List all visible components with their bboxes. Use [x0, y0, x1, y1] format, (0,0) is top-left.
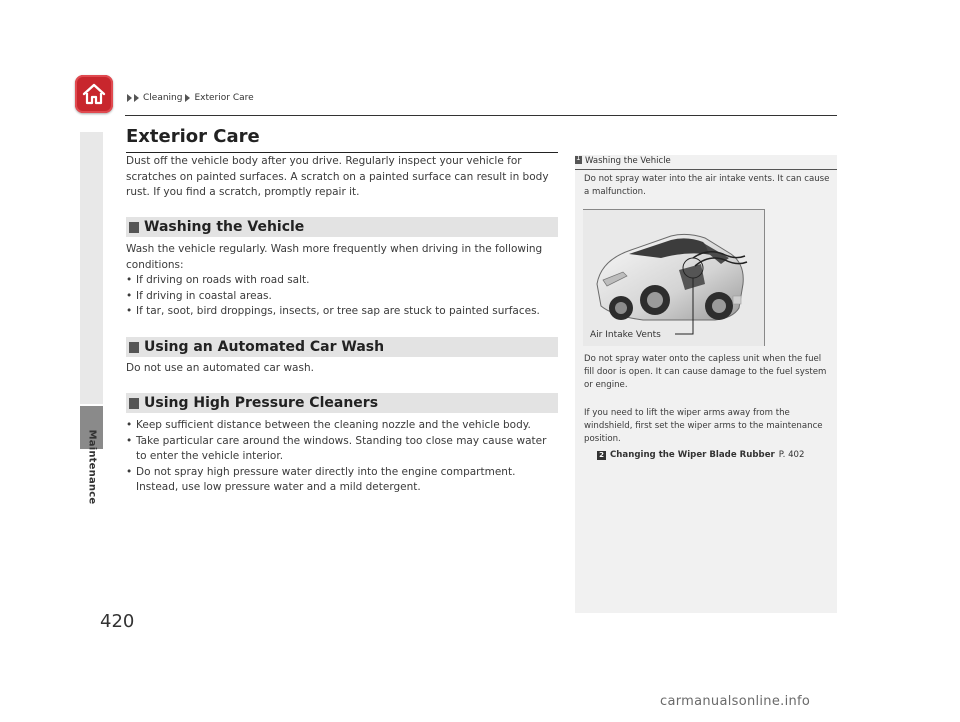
subheading-washing-text: Washing the Vehicle [144, 219, 305, 235]
car-illustration [583, 209, 765, 346]
section-title: Exterior Care [126, 126, 260, 147]
note-divider [575, 169, 837, 170]
breadcrumb-item-exterior-care[interactable]: Exterior Care [194, 93, 254, 103]
home-button[interactable] [75, 75, 113, 113]
breadcrumb [127, 93, 257, 103]
note-paragraph-intake: Do not spray water into the air intake vents. It can cause a malfunction. [584, 174, 830, 197]
note-paragraph-wiper: If you need to lift the wiper arms away from the windshield, first set the wiper arms to the maintenance position. [584, 408, 823, 444]
subheading-car-wash-text: Using an Automated Car Wash [144, 339, 385, 355]
watermark: carmanualsonline.info [660, 694, 811, 709]
subheading-car-wash [126, 337, 558, 357]
page-number: 420 [100, 611, 135, 632]
car-image [583, 210, 764, 346]
intro-paragraph: Dust off the vehicle body after you drive. Regularly inspect your vehicle for scratches on painted surfaces. A scratch on a painted surface can result in body rust. If you find a scratch, promptly repair it. [126, 155, 549, 198]
list-item: • If driving on roads with road salt. [126, 273, 560, 289]
subheading-pressure-text: Using High Pressure Cleaners [144, 395, 379, 411]
list-item: • If tar, soot, bird droppings, insects, or tree sap are stuck to painted surfaces. [126, 304, 560, 320]
side-tab-label: Maintenance [86, 429, 98, 505]
heading-square-icon [129, 398, 139, 409]
list-item: • Keep sufficient distance between the cleaning nozzle and the vehicle body. [126, 418, 560, 434]
note-paragraph-capless: Do not spray water onto the capless unit when the fuel fill door is open. It can cause damage to the fuel system or engine. [584, 354, 827, 390]
breadcrumb-item-cleaning[interactable]: Cleaning [143, 93, 183, 103]
xref-title[interactable]: Changing the Wiper Blade Rubber [610, 450, 775, 460]
washing-intro: Wash the vehicle regularly. Wash more frequently when driving in the following conditions: [126, 243, 543, 271]
breadcrumb-arrow-icon [134, 94, 139, 102]
pressure-guidance-list [126, 418, 560, 496]
subheading-washing [126, 217, 558, 237]
breadcrumb-arrow-icon [127, 94, 132, 102]
title-divider [126, 152, 558, 153]
xref-arrow-icon: 2 [597, 451, 606, 460]
heading-square-icon [129, 222, 139, 233]
list-item: • Take particular care around the windows. Standing too close may cause water to enter the vehicle interior. [126, 434, 560, 465]
note-heading: Washing the Vehicle [585, 156, 671, 166]
list-item: • Do not spray high pressure water directly into the engine compartment. Instead, use low pressure water and a mild detergent. [126, 465, 560, 496]
cross-reference-link[interactable] [597, 450, 804, 460]
xref-page: P. 402 [778, 450, 805, 460]
list-item: • If driving in coastal areas. [126, 289, 560, 305]
header-divider [125, 115, 837, 116]
car-wash-text: Do not use an automated car wash. [126, 362, 314, 374]
note-marker [575, 156, 582, 164]
home-icon [81, 82, 107, 106]
subheading-pressure [126, 393, 558, 413]
heading-square-icon [129, 342, 139, 353]
side-tab[interactable] [80, 132, 103, 404]
washing-conditions-list [126, 273, 560, 320]
note-marker-number: 1 [576, 154, 581, 162]
figure-caption: Air Intake Vents [590, 330, 661, 340]
breadcrumb-arrow-icon [185, 94, 190, 102]
